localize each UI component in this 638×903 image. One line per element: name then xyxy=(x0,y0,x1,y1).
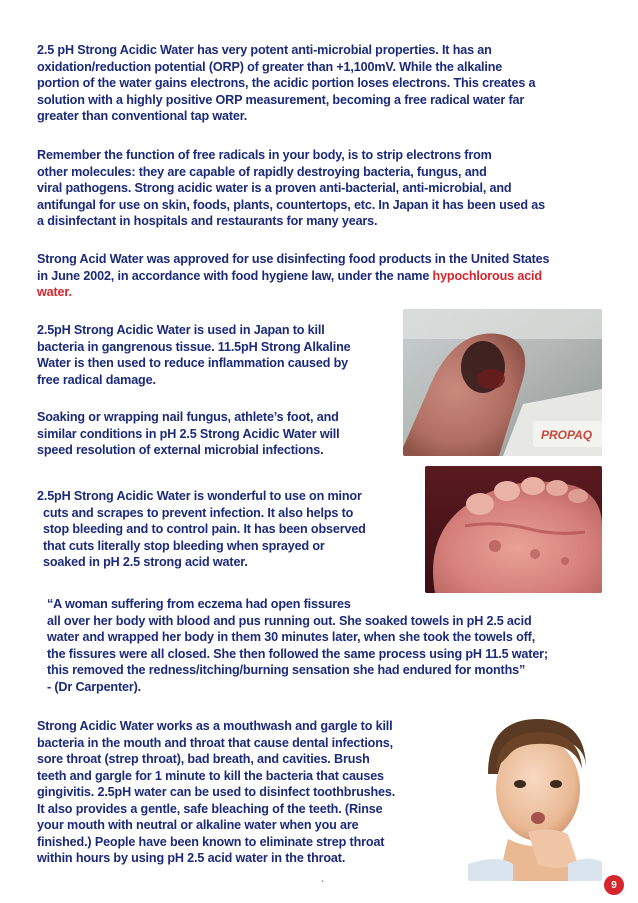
text-line: Strong Acidic Water works as a mouthwash and gargle to kill xyxy=(37,719,393,733)
text-line: 2.5pH Strong Acidic Water is used in Japan to kill xyxy=(37,323,325,337)
text-line: teeth and gargle for 1 minute to kill the bacteria that causes xyxy=(37,768,384,783)
text-line: speed resolution of external microbial infections. xyxy=(37,443,324,457)
paragraph-nail-fungus xyxy=(37,409,340,459)
text-line: this removed the redness/itching/burning sensation she had endured for months” xyxy=(47,663,526,677)
text-line: all over her body with blood and pus running out. She soaked towels in pH 2.5 acid xyxy=(47,613,532,628)
paragraph-cuts xyxy=(37,488,366,571)
text-line: bacteria in gangrenous tissue. 11.5pH Strong Alkaline xyxy=(37,339,351,354)
text-line: “A woman suffering from eczema had open fissures xyxy=(47,597,351,611)
paragraph-orp xyxy=(37,42,535,125)
text-line: portion of the water gains electrons, the acidic portion loses electrons. This creates a xyxy=(37,76,536,90)
text-line: bacteria in the mouth and throat that cause dental infections, xyxy=(37,735,393,750)
text-line: soaked in pH 2.5 strong acid water. xyxy=(43,555,248,569)
text-line: solution with a highly positive ORP measurement, becoming a free radical water far xyxy=(37,92,525,107)
text-line: other molecules: they are capable of rapidly destroying bacteria, fungus, and xyxy=(37,164,487,179)
text-line: viral pathogens. Strong acidic water is a proven anti-bacterial, anti-microbial, and xyxy=(37,181,512,195)
text-line: the fissures were all closed. She then followed the same process using pH 11.5 water; xyxy=(47,646,548,661)
text-line: It also provides a gentle, safe bleaching of the teeth. (Rinse xyxy=(37,801,383,816)
text-line: Soaking or wrapping nail fungus, athlete’s foot, and xyxy=(37,410,339,424)
text-line: 2.5 pH Strong Acidic Water has very potent anti-microbial properties. It has an xyxy=(37,43,492,57)
paragraph-mouthwash xyxy=(37,718,395,867)
text-segment: in June 2002, in accordance with food hygiene law, under the name xyxy=(37,268,433,283)
text-line: sore throat (strep throat), bad breath, and cavities. Brush xyxy=(37,752,370,766)
page-number-badge: 9 xyxy=(604,875,624,895)
paragraph-gangrene xyxy=(37,322,351,388)
text-line: - (Dr Carpenter). xyxy=(47,679,142,694)
text-line: your mouth with neutral or alkaline water when you are xyxy=(37,818,359,832)
text-line xyxy=(37,268,549,285)
text-line: free radical damage. xyxy=(37,372,156,387)
text-line: antifungal for use on skin, foods, plants, countertops, etc. In Japan it has been used as xyxy=(37,197,545,212)
sore-throat-photo xyxy=(468,714,602,881)
highlight-term: hypochlorous acid xyxy=(432,268,542,283)
text-line: similar conditions in pH 2.5 Strong Acidic Water will xyxy=(37,426,340,441)
text-line: Strong Acid Water was approved for use disinfecting food products in the United States xyxy=(37,252,550,266)
text-line: a disinfectant in hospitals and restaurants for many years. xyxy=(37,214,378,228)
text-line: Remember the function of free radicals in your body, is to strip electrons from xyxy=(37,148,492,162)
stray-mark: ` xyxy=(321,880,325,891)
text-line: water and wrapped her body in them 30 minutes later, when she took the towels off, xyxy=(47,630,536,644)
text-line: finished.) People have been known to eliminate strep throat xyxy=(37,834,385,849)
text-line: within hours by using pH 2.5 acid water in the throat. xyxy=(37,851,346,865)
text-line: cuts and scrapes to prevent infection. It also helps to xyxy=(43,505,354,520)
foot-fungus-photo xyxy=(425,466,602,593)
text-line: gingivitis. 2.5pH water can be used to disinfect toothbrushes. xyxy=(37,785,396,799)
quote-block xyxy=(43,596,548,695)
text-line: 2.5pH Strong Acidic Water is wonderful to use on minor xyxy=(37,489,362,503)
text-line: stop bleeding and to control pain. It has been observed xyxy=(43,522,366,536)
text-line: that cuts literally stop bleeding when sprayed or xyxy=(43,538,325,553)
propaq-label: PROPAQ xyxy=(541,428,593,442)
text-line: oxidation/reduction potential (ORP) of greater than +1,100mV. While the alkaline xyxy=(37,59,503,74)
text-line: Water is then used to reduce inflammation caused by xyxy=(37,356,348,370)
highlight-term: water. xyxy=(37,285,72,299)
text-line: greater than conventional tap water. xyxy=(37,109,248,123)
gangrene-photo xyxy=(403,309,602,456)
paragraph-approval xyxy=(37,251,549,301)
paragraph-free-radicals xyxy=(37,147,545,230)
